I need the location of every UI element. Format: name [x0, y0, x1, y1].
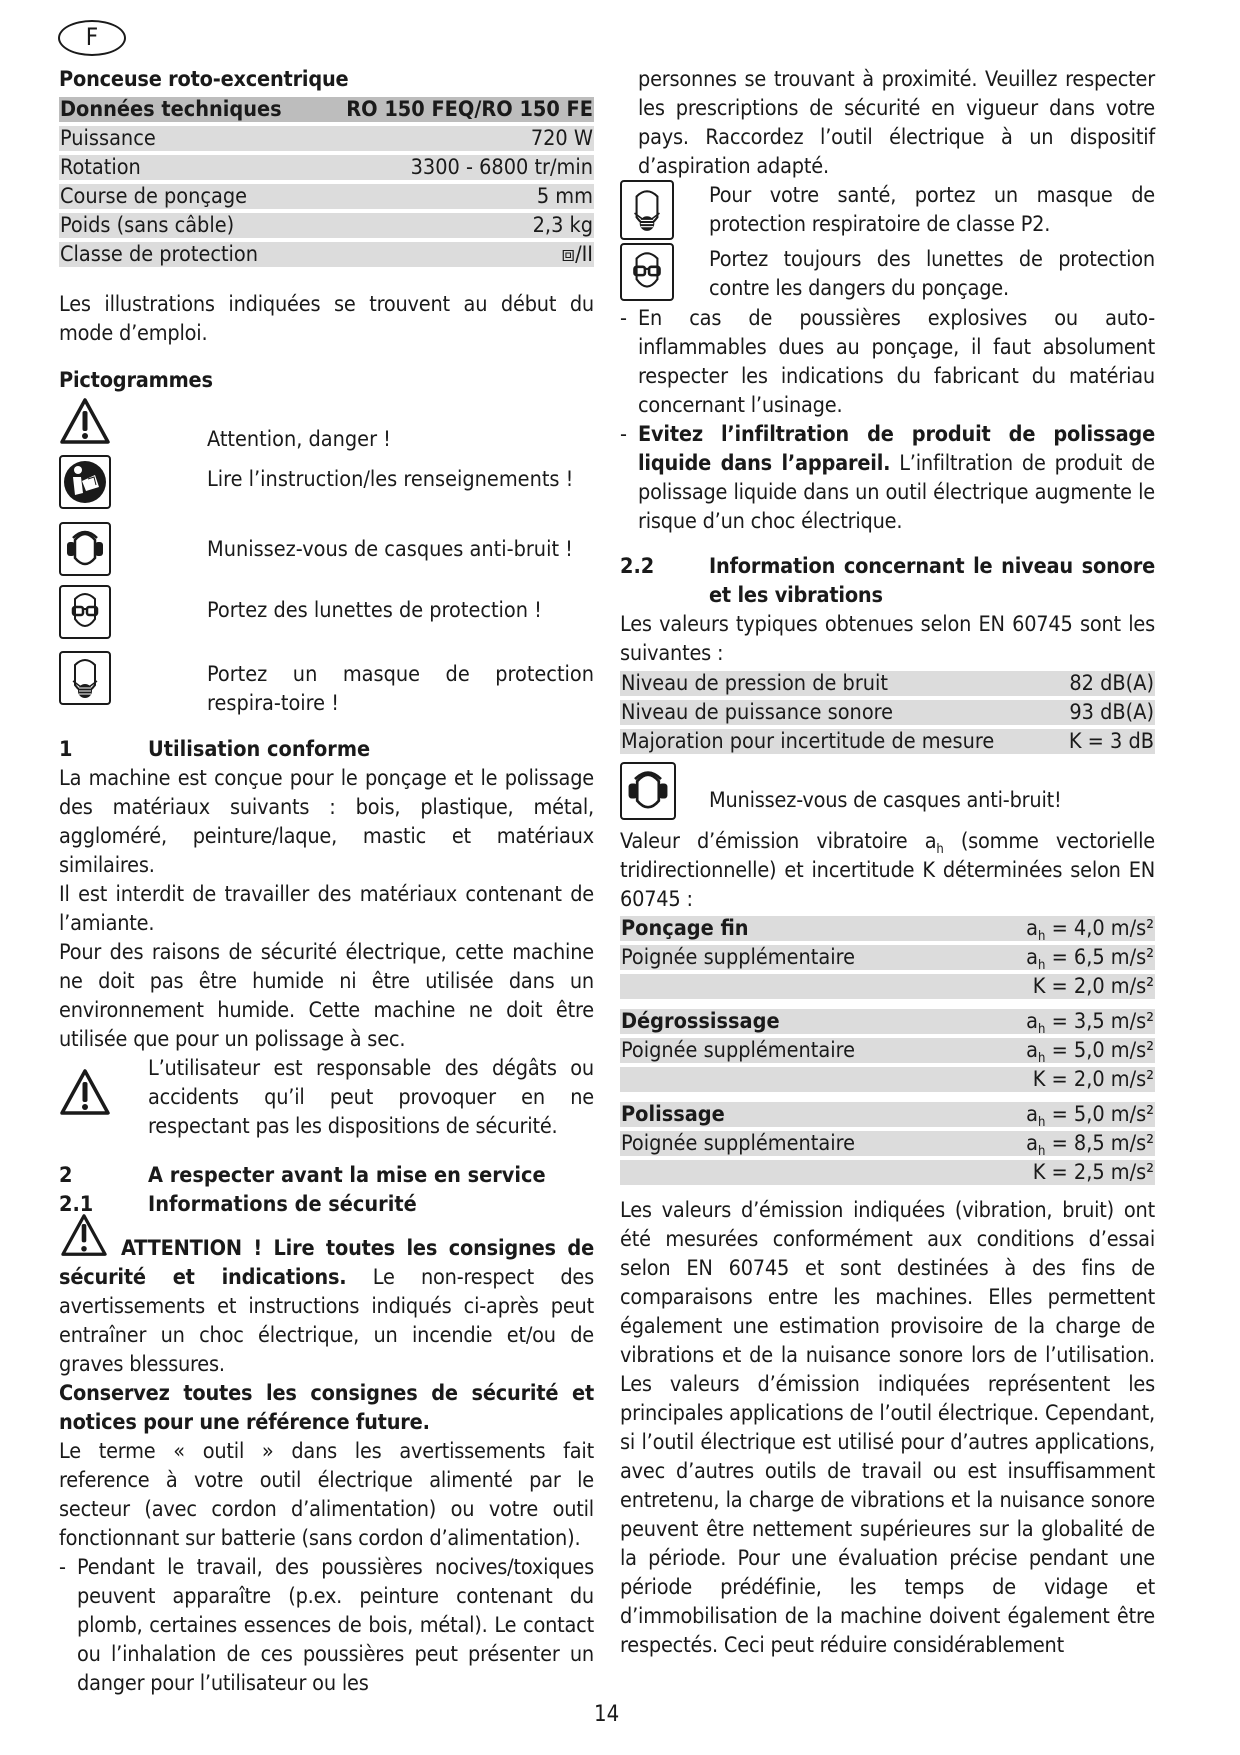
keep-instructions-note: Conservez toutes les consignes de sécurité et notices pour une référence future. [59, 1381, 594, 1435]
page-number: 14 [594, 1702, 620, 1727]
paragraph: Il est interdit de travailler des matériaux contenant de l’amiante. [59, 882, 594, 936]
table-row [620, 945, 1155, 973]
attention-bold: ATTENTION ! Lire toutes les consignes de sécurité et indications. [59, 1236, 594, 1290]
ear-note: Munissez-vous de casques anti-bruit! [709, 788, 1062, 813]
safety-goggles-icon [620, 243, 674, 301]
ah-number: = 5,0 m/s² [1051, 1102, 1154, 1127]
section-title: Utilisation conforme [148, 737, 371, 762]
safety-goggles-icon [59, 585, 111, 639]
respirator-mask-icon [620, 180, 674, 240]
pictogram-label: Attention, danger ! [207, 427, 391, 452]
vibration-intro [620, 827, 1155, 914]
paragraph: Pour des raisons de sécurité électrique, cette machine ne doit pas être humide ni être utilisée dans un environnement humide. Cette machine ne doit être utilisée que pour un polissage à sec. [59, 940, 594, 1052]
vib-intro-sub: h [936, 842, 944, 857]
section-number: 2 [59, 1163, 73, 1188]
section-number: 1 [59, 737, 73, 762]
section-title: Information concernant le niveau sonore et les vibrations [709, 554, 1155, 608]
ah-number: = 8,5 m/s² [1051, 1131, 1154, 1156]
bullet-continuation: personnes se trouvant à proximité. Veuillez respecter les prescriptions de sécurité en vigueur dans votre pays. Raccordez l’outil électrique à un dispositif d’aspiration adapté. [638, 67, 1155, 179]
warning-triangle-icon [59, 397, 111, 445]
pictogram-label: Portez un masque de protection respira-toire ! [207, 662, 594, 716]
ear-protection-icon [620, 762, 676, 820]
bullet-item: Pendant le travail, des poussières nocives/toxiques peuvent apparaître (p.ex. peinture contenant du plomb, certaines essences de bois, métal). Le contact ou l’inhalation de ces poussières peut présenter un danger pour l’utilisateur ou les [77, 1555, 594, 1696]
row-value: K = 3 dB [1068, 729, 1154, 754]
bullet-dash: - [59, 1555, 66, 1580]
row-label: Classe de protection [60, 242, 259, 267]
ah-value: $a_h = 8,5$ m/s² [1026, 1131, 1154, 1159]
bullet-bold: Evitez l’infiltration de produit de polissage liquide dans l’appareil. [638, 422, 1155, 476]
pictogram-label: Munissez-vous de casques anti-bruit ! [207, 537, 573, 562]
illustrations-note: Les illustrations indiquées se trouvent au début du mode d’emploi. [59, 292, 594, 346]
tech-data-table [59, 97, 594, 271]
row-value: 2,3 kg [532, 213, 593, 238]
handle-label: Poignée supplémentaire [621, 1131, 855, 1156]
row-label: Puissance [60, 126, 156, 151]
closing-paragraph: Les valeurs d’émission indiquées (vibration, bruit) ont été mesurées conformément aux conditions d’essai selon EN 60745 et sont destinées à des fins de comparaisons entre les machines. Elles permettent également une estimation provisoire de la charge de vibrations et de la nuisance sonore lors de l’utilisation. Les valeurs d’émission indiquées représentent les principales applications de l’outil électrique. Cependant, si l’outil électrique est utilisé pour d’autres applications, avec d’autres outils de travail ou est insuffisamment entretenu, la charge de vibrations et la nuisance sonore peuvent être nettement supérieures sur la globalité de la période. Pour une évaluation précise pendant une période prédéfinie, les temps de vidage et d’immobilisation de la machine doivent également être respectés. Ceci peut réduire considérablement [620, 1198, 1155, 1658]
ah-number: = 5,0 m/s² [1051, 1038, 1154, 1063]
ah-number: = 3,5 m/s² [1051, 1009, 1154, 1034]
attention-text: Le non-respect des avertissements et instructions indiqués ci-après peut entraîner un choc électrique, un incendie et/ou de graves blessures. [59, 1265, 594, 1377]
k-value: K = 2,0 m/s² [1032, 1067, 1154, 1092]
subsection-number: 2.1 [59, 1192, 94, 1217]
language-badge: F [58, 20, 126, 56]
row-label: Course de ponçage [60, 184, 248, 209]
mode-label: Polissage [621, 1102, 725, 1127]
goggles-note: Portez toujours des lunettes de protection contre les dangers du ponçage. [709, 247, 1155, 301]
read-manual-icon [59, 455, 111, 509]
row-value: 5 mm [536, 184, 593, 209]
vib-intro-a: Valeur d’émission vibratoire a [620, 829, 937, 854]
table-row [59, 155, 594, 180]
pictograms-heading: Pictogrammes [59, 368, 213, 393]
bullet-dash: - [620, 422, 627, 447]
table-row [620, 974, 1155, 999]
attention-paragraph [59, 1234, 594, 1379]
table-row [59, 242, 594, 267]
mask-note: Pour votre santé, portez un masque de protection respiratoire de classe P2. [709, 183, 1155, 237]
table-row [620, 1009, 1155, 1037]
row-value: 720 W [530, 126, 593, 151]
k-value: K = 2,5 m/s² [1032, 1160, 1154, 1185]
row-value: 3300 - 6800 tr/min [410, 155, 593, 180]
handle-label: Poignée supplémentaire [621, 945, 855, 970]
table-row [620, 1131, 1155, 1159]
ah-value: $a_h = 6,5$ m/s² [1026, 945, 1154, 973]
noise-table [620, 671, 1155, 758]
ah-number: = 4,0 m/s² [1051, 916, 1154, 941]
bullet-dash: - [620, 306, 627, 331]
row-value: 82 dB(A) [1069, 671, 1154, 696]
respirator-mask-icon [59, 651, 111, 705]
table-row [620, 1038, 1155, 1066]
table-row [620, 1067, 1155, 1092]
product-title: Ponceuse roto-excentrique [59, 67, 349, 92]
table-row [620, 916, 1155, 944]
section-number: 2.2 [620, 554, 655, 579]
row-value: ⧈/II [561, 242, 593, 267]
bullet-item [638, 420, 1155, 536]
mode-label: Ponçage fin [621, 916, 749, 941]
row-value: 93 dB(A) [1069, 700, 1154, 725]
tech-header-model: RO 150 FEQ/RO 150 FE [346, 97, 593, 122]
tool-term-paragraph: Le terme « outil » dans les avertissements fait reference à votre outil électrique alimenté par le secteur (avec cordon d’alimentation) ou votre outil fonctionnant sur batterie (sans cordon d’alimentation). [59, 1439, 594, 1551]
tech-header-label: Données techniques [60, 97, 282, 122]
warning-triangle-icon [59, 1068, 111, 1116]
handle-label: Poignée supplémentaire [621, 1038, 855, 1063]
section-title: A respecter avant la mise en service [148, 1163, 546, 1188]
subsection-title: Informations de sécurité [148, 1192, 417, 1217]
bullet-text: L’infiltration de produit de polissage liquide dans un outil électrique augmente le risque d’un choc électrique. [638, 451, 1155, 534]
pictogram-label: Lire l’instruction/les renseignements ! [207, 467, 574, 492]
ah-value: $a_h = 5,0$ m/s² [1026, 1102, 1154, 1130]
row-label: Majoration pour incertitude de mesure [621, 729, 995, 754]
table-row [620, 729, 1155, 754]
k-value: K = 2,0 m/s² [1032, 974, 1154, 999]
bullet-item: En cas de poussières explosives ou auto-inflammables dues au ponçage, il faut absolument respecter les indications du fabricant du matériau concernant l’usinage. [638, 306, 1155, 418]
table-row [620, 1102, 1155, 1130]
paragraph: La machine est conçue pour le ponçage et le polissage des matériaux suivants : bois, plastique, métal, aggloméré, peinture/laque, mastic et matériaux similaires. [59, 766, 594, 878]
ah-value: $a_h = 4,0$ m/s² [1026, 916, 1154, 944]
ah-number: = 6,5 m/s² [1051, 945, 1154, 970]
vibration-table [620, 916, 1155, 1189]
mode-label: Dégrossissage [621, 1009, 780, 1034]
row-label: Niveau de pression de bruit [621, 671, 888, 696]
table-row [620, 700, 1155, 725]
row-label: Poids (sans câble) [60, 213, 235, 238]
tech-table-header [59, 97, 594, 122]
user-responsibility-warning: L’utilisateur est responsable des dégâts ou accidents qu’il peut provoquer en ne respectant pas les dispositions de sécurité. [148, 1056, 594, 1139]
row-label: Rotation [60, 155, 141, 180]
table-row [620, 1160, 1155, 1185]
table-row [620, 671, 1155, 696]
table-row [59, 213, 594, 238]
row-label: Niveau de puissance sonore [621, 700, 894, 725]
ah-value: $a_h = 3,5$ m/s² [1026, 1009, 1154, 1037]
table-row [59, 126, 594, 151]
table-row [59, 184, 594, 209]
ah-value: $a_h = 5,0$ m/s² [1026, 1038, 1154, 1066]
ear-protection-icon [59, 522, 111, 576]
pictogram-label: Portez des lunettes de protection ! [207, 598, 542, 623]
vib-intro-b: (somme vectorielle tridirectionnelle) et incertitude K déterminées selon EN 60745 : [620, 829, 1155, 912]
paragraph: Les valeurs typiques obtenues selon EN 60745 sont les suivantes : [620, 612, 1155, 666]
